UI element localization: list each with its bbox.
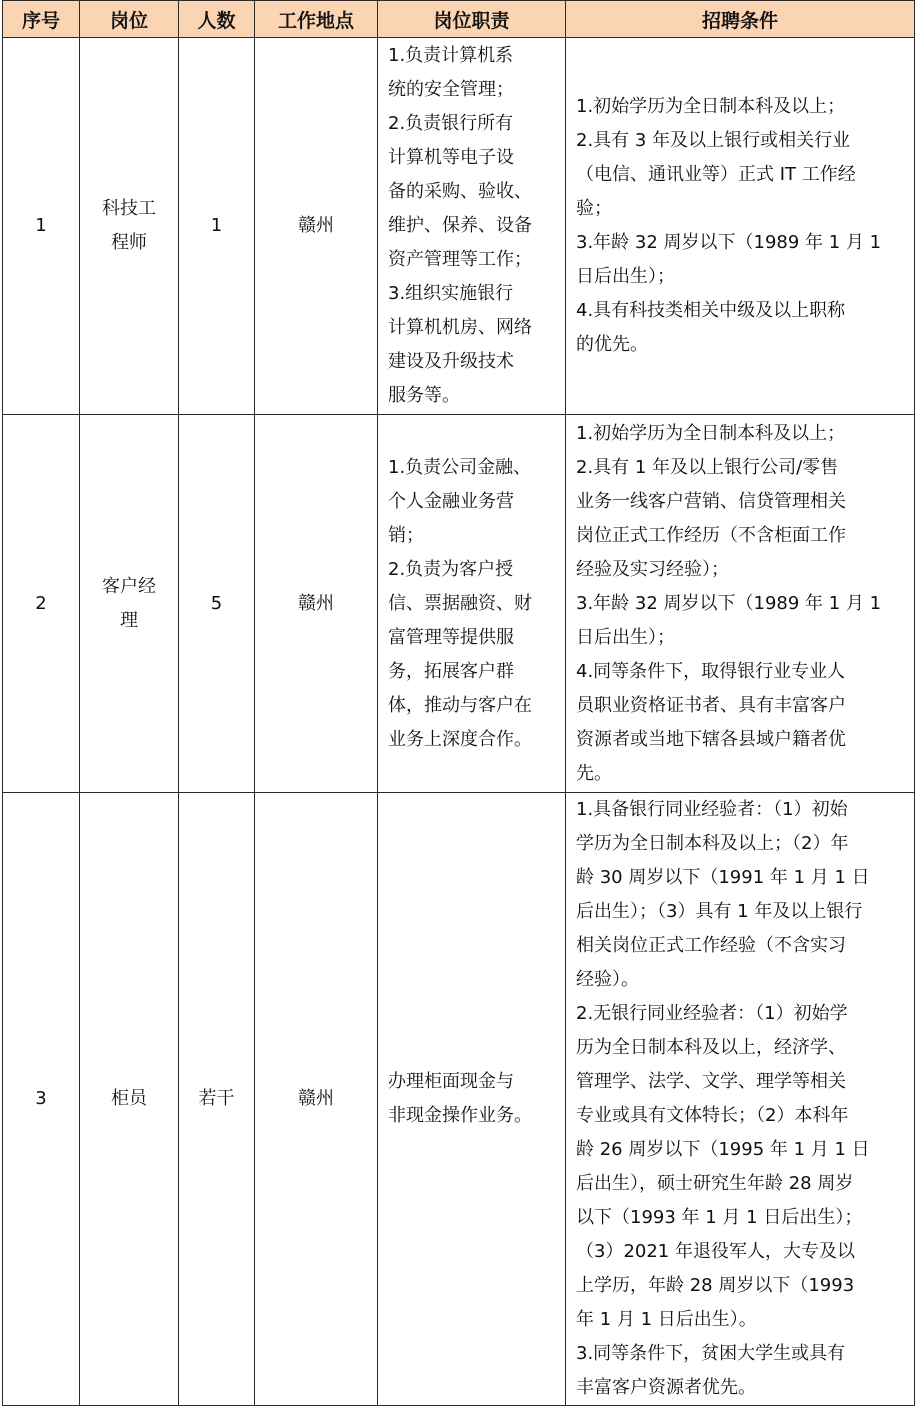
header-no: 序号 [3,1,80,38]
text-line: 业务上深度合作。 [388,728,532,750]
row-number: 3 [3,793,80,1406]
text-line: 2.具有 3 年及以上银行或相关行业 [576,130,851,151]
text-line: 科技工 [102,198,156,219]
text-line: 管理学、法学、文学、理学等相关 [576,1071,846,1092]
text-line: 资产管理等工作； [388,249,532,270]
header-location: 工作地点 [255,1,378,38]
text-line: 程师 [111,232,147,253]
text-line: 3.同等条件下，贫困大学生或具有 [576,1343,846,1364]
text-line: 年 1 月 1 日后出生）。 [576,1309,757,1330]
requirements-cell [566,38,915,415]
text-line: 龄 26 周岁以下（1995 年 1 月 1 日 [576,1139,870,1160]
location-cell: 赣州 [255,38,378,415]
position-cell [80,38,179,415]
requirements-cell [566,793,915,1406]
text-line: 历为全日制本科及以上，经济学、 [576,1037,846,1058]
row-number: 2 [3,415,80,793]
position-cell [80,793,179,1406]
text-line: 体，推动与客户在 [388,694,532,716]
text-line: 信、票据融资、财 [388,592,532,614]
text-line: 1.初始学历为全日制本科及以上； [576,422,846,444]
text-line: 统的安全管理； [388,79,514,100]
header-position: 岗位 [80,1,179,38]
duties-cell [378,793,566,1406]
text-line: 1.负责计算机系 [388,45,514,66]
text-line: 维护、保养、设备 [388,215,532,236]
text-line: 务，拓展客户群 [388,660,514,682]
text-line: 计算机机房、网络 [388,317,532,338]
text-line: 日后出生）； [576,266,675,287]
text-line: 后出生），硕士研究生年龄 28 周岁 [576,1173,854,1194]
text-line: 备的采购、验收、 [388,181,532,202]
header-duties: 岗位职责 [378,1,566,38]
text-line: 龄 30 周岁以下（1991 年 1 月 1 日 [576,867,870,888]
text-line: 4.具有科技类相关中级及以上职称 [576,300,846,321]
text-line: 上学历，年龄 28 周岁以下（1993 [576,1275,855,1296]
text-line: 客户经 [102,575,156,597]
location-cell: 赣州 [255,793,378,1406]
text-line: 4.同等条件下，取得银行业专业人 [576,660,846,682]
text-line: 后出生）；（3）具有 1 年及以上银行 [576,901,863,922]
text-line: 日后出生）； [576,626,675,648]
text-line: 2.具有 1 年及以上银行公司/零售 [576,456,839,478]
text-line: 1.负责公司金融、 [388,456,532,478]
text-line: 资源者或当地下辖各县域户籍者优 [576,728,846,750]
text-line: 学历为全日制本科及以上；（2）年 [576,833,849,854]
text-line: 3.年龄 32 周岁以下（1989 年 1 月 1 [576,232,882,253]
header-requirements: 招聘条件 [566,1,915,38]
text-line: 2.负责为客户授 [388,558,514,580]
text-line: （3）2021 年退役军人，大专及以 [576,1241,855,1262]
recruitment-table [2,0,915,1406]
text-line: 办理柜面现金与 [388,1071,514,1092]
text-line: 1.具备银行同业经验者：（1）初始 [576,799,848,820]
text-line: 验； [576,198,612,219]
headcount-cell: 若干 [179,793,255,1406]
text-line: 2.无银行同业经验者：（1）初始学 [576,1003,848,1024]
table-row [3,793,915,1406]
text-line: 3.年龄 32 周岁以下（1989 年 1 月 1 [576,592,882,614]
headcount-cell: 5 [179,415,255,793]
text-line: 相关岗位正式工作经验（不含实习 [576,935,846,956]
text-line: 理 [120,609,138,631]
text-line: 个人金融业务营 [388,490,514,512]
header-count: 人数 [179,1,255,38]
text-line: （电信、通讯业等）正式 IT 工作经 [576,164,856,185]
text-line: 销； [388,524,424,546]
text-line: 先。 [576,762,612,784]
headcount-cell: 1 [179,38,255,415]
text-line: 富管理等提供服 [388,626,514,648]
table-row [3,415,915,793]
text-line: 业务一线客户营销、信贷管理相关 [576,490,846,512]
row-number: 1 [3,38,80,415]
text-line: 员职业资格证书者、具有丰富客户 [576,694,846,716]
text-line: 丰富客户资源者优先。 [576,1377,756,1398]
text-line: 以下（1993 年 1 月 1 日后出生）； [576,1207,863,1228]
text-line: 3.组织实施银行 [388,283,514,304]
duties-cell [378,415,566,793]
duties-cell [378,38,566,415]
text-line: 岗位正式工作经历（不含柜面工作 [576,524,846,546]
location-cell: 赣州 [255,415,378,793]
text-line: 1.初始学历为全日制本科及以上； [576,96,846,117]
requirements-cell [566,415,915,793]
text-line: 柜员 [111,1088,147,1109]
text-line: 非现金操作业务。 [388,1105,532,1126]
header-row [3,1,915,38]
text-line: 经验及实习经验）； [576,558,729,580]
text-line: 建设及升级技术 [388,351,514,372]
text-line: 的优先。 [576,334,648,355]
table-row [3,38,915,415]
position-cell [80,415,179,793]
text-line: 2.负责银行所有 [388,113,514,134]
text-line: 专业或具有文体特长；（2）本科年 [576,1105,849,1126]
text-line: 服务等。 [388,385,460,406]
text-line: 经验）。 [576,969,639,990]
text-line: 计算机等电子设 [388,147,514,168]
